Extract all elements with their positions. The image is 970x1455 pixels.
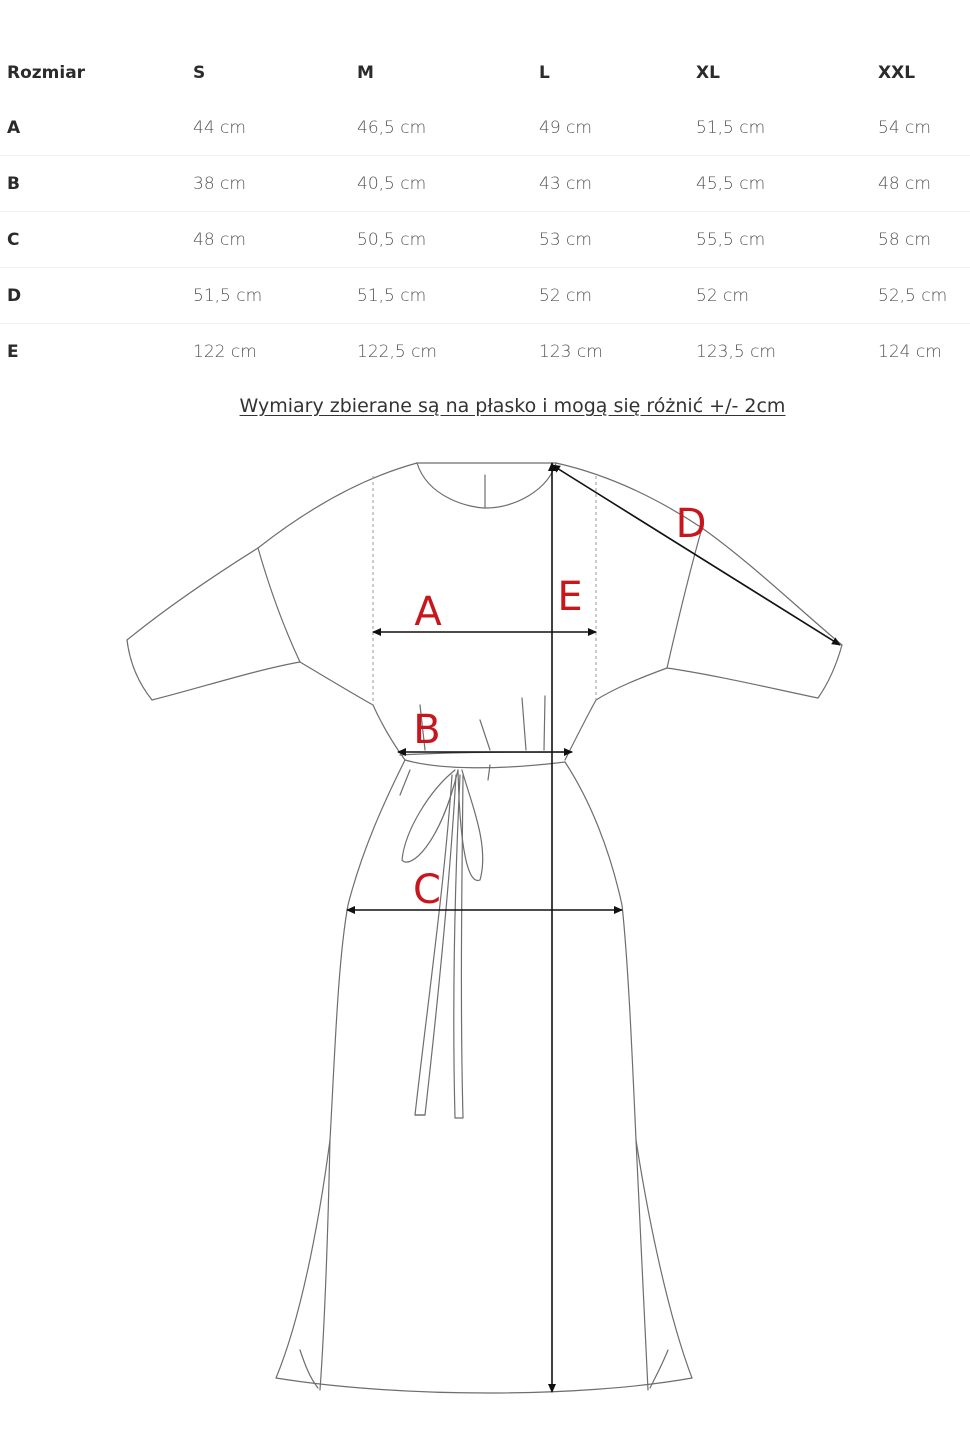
table-cell: 51,5 cm: [357, 268, 539, 324]
table-cell: 40,5 cm: [357, 156, 539, 212]
table-cell: 58 cm: [878, 212, 970, 268]
label-a: A: [414, 589, 442, 635]
table-cell: 48 cm: [878, 156, 970, 212]
header-cell: M: [357, 62, 374, 83]
row-label: E: [0, 324, 193, 380]
label-e: E: [557, 574, 583, 620]
header-cell: XXL: [878, 62, 916, 83]
table-cell: 50,5 cm: [357, 212, 539, 268]
measurement-note: Wymiary zbierane są na płasko i mogą się różnić +/- 2cm: [239, 395, 786, 417]
table-cell: 44 cm: [193, 117, 246, 138]
table-cell: 51,5 cm: [696, 117, 766, 138]
dress-outline: [127, 463, 842, 1393]
label-b: B: [413, 707, 441, 753]
table-cell: 38 cm: [193, 156, 357, 212]
table-cell: 45,5 cm: [696, 156, 878, 212]
table-cell: 46,5 cm: [357, 117, 427, 138]
table-cell: 48 cm: [193, 212, 357, 268]
table-cell: 54 cm: [878, 117, 931, 138]
table-cell: 52 cm: [696, 268, 878, 324]
table-cell: 123,5 cm: [696, 324, 878, 380]
header-cell: L: [539, 62, 550, 83]
header-cell: S: [193, 62, 206, 83]
table-cell: 122 cm: [193, 324, 357, 380]
header-cell: XL: [696, 62, 720, 83]
row-label: B: [0, 156, 193, 212]
table-cell: 49 cm: [539, 117, 592, 138]
measure-line-d: [552, 465, 840, 645]
table-cell: 52 cm: [539, 268, 696, 324]
table-cell: 53 cm: [539, 212, 696, 268]
label-c: C: [413, 867, 441, 913]
row-label: D: [0, 268, 193, 324]
table-cell: 122,5 cm: [357, 324, 539, 380]
table-cell: 55,5 cm: [696, 212, 878, 268]
header-cell: Rozmiar: [7, 62, 86, 83]
row-label: A: [7, 117, 21, 138]
table-cell: 43 cm: [539, 156, 696, 212]
table-cell: 52,5 cm: [878, 268, 970, 324]
table-cell: 51,5 cm: [193, 268, 357, 324]
label-d: D: [675, 501, 707, 547]
table-cell: 124 cm: [878, 324, 970, 380]
row-label: C: [0, 212, 193, 268]
table-cell: 123 cm: [539, 324, 696, 380]
